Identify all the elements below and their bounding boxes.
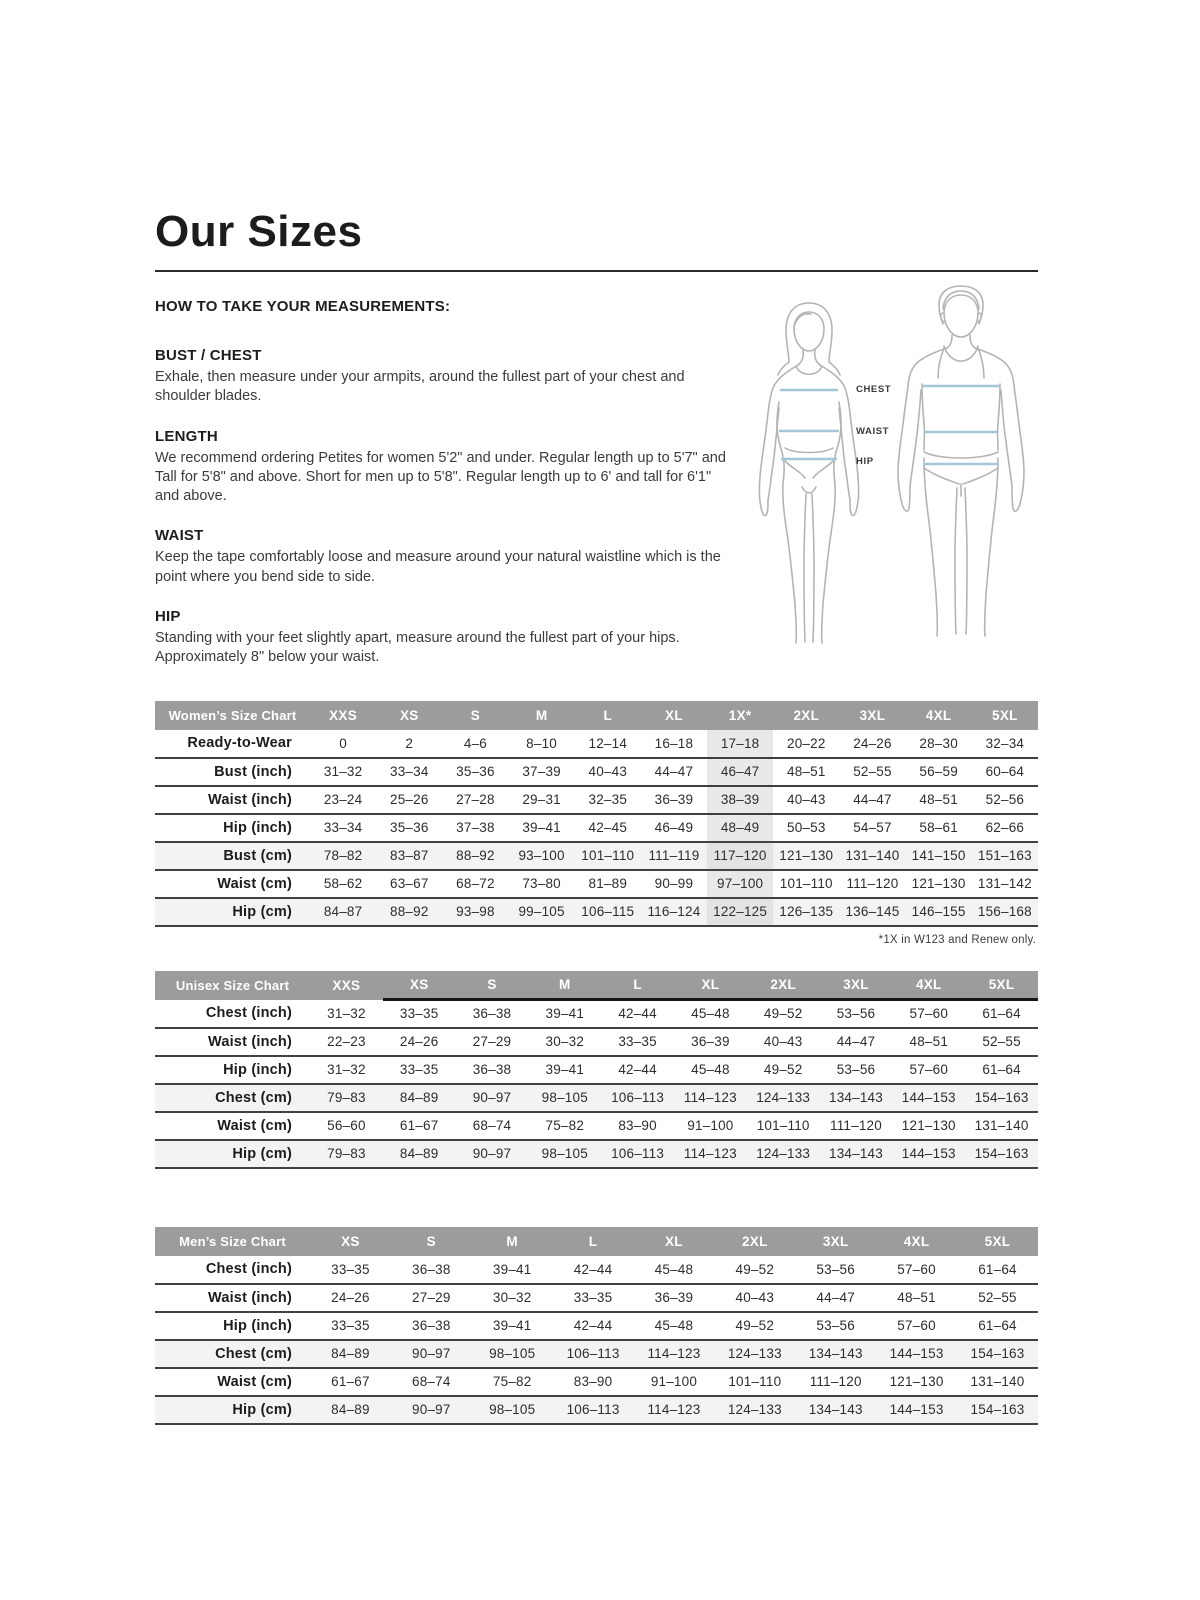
- size-cell: 4–6: [442, 730, 508, 758]
- size-cell: 44–47: [641, 758, 707, 786]
- size-cell: 93–98: [442, 898, 508, 926]
- table-row: [155, 730, 1038, 758]
- size-cell: 116–124: [641, 898, 707, 926]
- size-column-header: L: [553, 1227, 634, 1256]
- size-cell: 83–87: [376, 842, 442, 870]
- unisex-size-chart-section: [155, 971, 1038, 1169]
- size-cell: 124–133: [747, 1084, 820, 1112]
- row-label: Chest (inch): [155, 1000, 310, 1028]
- size-cell: 91–100: [634, 1368, 715, 1396]
- table-row: [155, 1340, 1038, 1368]
- size-cell: 114–123: [634, 1340, 715, 1368]
- table-row: [155, 1112, 1038, 1140]
- section-title: LENGTH: [155, 427, 218, 445]
- howto-heading: HOW TO TAKE YOUR MEASUREMENTS:: [155, 298, 451, 315]
- table-row: [155, 870, 1038, 898]
- section-body: We recommend ordering Petites for women 5'2" and under. Regular length up to 5'7" and Tall for 5'8" and above. Short for men up to 5'8". Regular length up to 6' and tall for 6'1" and above.: [155, 449, 726, 505]
- size-cell: 111–120: [795, 1368, 876, 1396]
- size-cell: 53–56: [795, 1256, 876, 1284]
- size-cell: 28–30: [906, 730, 972, 758]
- size-cell: 126–135: [773, 898, 839, 926]
- size-cell: 46–47: [707, 758, 773, 786]
- size-cell: 134–143: [795, 1396, 876, 1424]
- size-cell: 75–82: [472, 1368, 553, 1396]
- waist-measure-label: WAIST: [856, 426, 890, 437]
- size-cell: 31–32: [310, 1056, 383, 1084]
- size-cell: 45–48: [634, 1312, 715, 1340]
- size-cell: 144–153: [876, 1396, 957, 1424]
- size-cell: 79–83: [310, 1140, 383, 1168]
- size-cell: 90–97: [456, 1140, 529, 1168]
- table-row: [155, 1368, 1038, 1396]
- size-cell: 44–47: [839, 786, 905, 814]
- size-cell: 124–133: [714, 1396, 795, 1424]
- size-cell: 78–82: [310, 842, 376, 870]
- section-body: Standing with your feet slightly apart, measure around the fullest part of your hips. Approximately 8" below your waist.: [155, 629, 680, 666]
- size-cell: 136–145: [839, 898, 905, 926]
- size-cell: 31–32: [310, 1000, 383, 1028]
- size-column-header: XS: [376, 701, 442, 730]
- section-bust-chest: [155, 347, 733, 407]
- table-title: Men’s Size Chart: [155, 1227, 310, 1256]
- size-cell: 61–64: [957, 1312, 1038, 1340]
- size-cell: 49–52: [747, 1056, 820, 1084]
- size-cell: 84–89: [383, 1084, 456, 1112]
- size-cell: 39–41: [472, 1256, 553, 1284]
- size-cell: 61–67: [310, 1368, 391, 1396]
- size-cell: 52–55: [839, 758, 905, 786]
- title-divider: [155, 270, 1038, 272]
- size-cell: 106–113: [601, 1084, 674, 1112]
- table-row: [155, 1084, 1038, 1112]
- size-cell: 101–110: [714, 1368, 795, 1396]
- size-cell: 49–52: [747, 1000, 820, 1028]
- size-column-header: L: [575, 701, 641, 730]
- size-cell: 151–163: [972, 842, 1038, 870]
- size-column-header: 3XL: [820, 971, 893, 1000]
- size-cell: 124–133: [714, 1340, 795, 1368]
- size-cell: 131–140: [957, 1368, 1038, 1396]
- size-column-header: S: [391, 1227, 472, 1256]
- size-cell: 154–163: [965, 1140, 1038, 1168]
- header-row: [155, 971, 1038, 1000]
- section-body: Exhale, then measure under your armpits, around the fullest part of your chest and shoulder blades.: [155, 369, 685, 405]
- table-title: Unisex Size Chart: [155, 971, 310, 1000]
- size-cell: 114–123: [674, 1140, 747, 1168]
- size-column-header: XS: [383, 971, 456, 1000]
- size-cell: 61–67: [383, 1112, 456, 1140]
- size-cell: 68–74: [456, 1112, 529, 1140]
- size-cell: 106–113: [553, 1340, 634, 1368]
- size-cell: 73–80: [509, 870, 575, 898]
- size-column-header: L: [601, 971, 674, 1000]
- row-label: Chest (cm): [155, 1340, 310, 1368]
- size-cell: 134–143: [795, 1340, 876, 1368]
- size-cell: 16–18: [641, 730, 707, 758]
- mens-size-chart-section: [155, 1227, 1038, 1425]
- size-cell: 56–60: [310, 1112, 383, 1140]
- table-row: [155, 758, 1038, 786]
- section-length: [155, 428, 733, 507]
- table-row: [155, 786, 1038, 814]
- table-row: [155, 1000, 1038, 1028]
- size-cell: 121–130: [773, 842, 839, 870]
- size-cell: 54–57: [839, 814, 905, 842]
- size-cell: 62–66: [972, 814, 1038, 842]
- measurement-instructions: [155, 298, 733, 689]
- row-label: Waist (inch): [155, 1284, 310, 1312]
- size-cell: 36–38: [391, 1312, 472, 1340]
- size-column-header: 5XL: [965, 971, 1038, 1000]
- size-cell: 48–49: [707, 814, 773, 842]
- size-cell: 106–115: [575, 898, 641, 926]
- table-row: [155, 842, 1038, 870]
- size-cell: 29–31: [509, 786, 575, 814]
- size-cell: 88–92: [442, 842, 508, 870]
- size-cell: 39–41: [472, 1312, 553, 1340]
- size-cell: 40–43: [773, 786, 839, 814]
- size-cell: 121–130: [906, 870, 972, 898]
- size-cell: 38–39: [707, 786, 773, 814]
- size-cell: 52–55: [957, 1284, 1038, 1312]
- size-cell: 30–32: [528, 1028, 601, 1056]
- size-cell: 57–60: [876, 1256, 957, 1284]
- size-column-header: 2XL: [714, 1227, 795, 1256]
- size-cell: 84–87: [310, 898, 376, 926]
- header-row: [155, 1227, 1038, 1256]
- size-cell: 154–163: [957, 1396, 1038, 1424]
- size-cell: 24–26: [839, 730, 905, 758]
- size-cell: 48–51: [876, 1284, 957, 1312]
- size-cell: 156–168: [972, 898, 1038, 926]
- size-cell: 42–44: [553, 1312, 634, 1340]
- size-cell: 83–90: [601, 1112, 674, 1140]
- size-cell: 49–52: [714, 1256, 795, 1284]
- size-cell: 33–34: [310, 814, 376, 842]
- female-figure-illustration: [742, 298, 876, 648]
- size-cell: 111–120: [820, 1112, 893, 1140]
- size-cell: 61–64: [965, 1056, 1038, 1084]
- size-cell: 134–143: [820, 1140, 893, 1168]
- size-cell: 44–47: [820, 1028, 893, 1056]
- size-cell: 45–48: [674, 1056, 747, 1084]
- row-label: Chest (inch): [155, 1256, 310, 1284]
- section-title: BUST / CHEST: [155, 347, 262, 364]
- header-row: [155, 701, 1038, 730]
- intro-section: [155, 298, 1038, 689]
- row-label: Hip (inch): [155, 1312, 310, 1340]
- size-cell: 144–153: [876, 1340, 957, 1368]
- size-cell: 36–39: [641, 786, 707, 814]
- size-column-header: 3XL: [795, 1227, 876, 1256]
- size-cell: 75–82: [528, 1112, 601, 1140]
- size-cell: 33–35: [383, 1000, 456, 1028]
- size-cell: 90–97: [391, 1396, 472, 1424]
- size-cell: 2: [376, 730, 442, 758]
- size-cell: 131–142: [972, 870, 1038, 898]
- size-cell: 56–59: [906, 758, 972, 786]
- size-cell: 63–67: [376, 870, 442, 898]
- unisex-size-chart-table: [155, 971, 1038, 1169]
- size-cell: 30–32: [472, 1284, 553, 1312]
- size-cell: 24–26: [310, 1284, 391, 1312]
- section-hip: [155, 608, 733, 668]
- size-cell: 111–119: [641, 842, 707, 870]
- womens-chart-footnote: *1X in W123 and Renew only.: [878, 933, 1036, 946]
- size-cell: 48–51: [892, 1028, 965, 1056]
- size-cell: 36–39: [634, 1284, 715, 1312]
- size-cell: 27–28: [442, 786, 508, 814]
- size-cell: 79–83: [310, 1084, 383, 1112]
- size-column-header: 4XL: [906, 701, 972, 730]
- size-cell: 84–89: [310, 1340, 391, 1368]
- size-column-header: S: [442, 701, 508, 730]
- size-cell: 20–22: [773, 730, 839, 758]
- size-cell: 83–90: [553, 1368, 634, 1396]
- size-cell: 17–18: [707, 730, 773, 758]
- size-cell: 98–105: [472, 1340, 553, 1368]
- row-label: Hip (cm): [155, 1140, 310, 1168]
- size-cell: 37–38: [442, 814, 508, 842]
- size-cell: 39–41: [528, 1000, 601, 1028]
- size-column-header: 1X*: [707, 701, 773, 730]
- size-cell: 33–35: [383, 1056, 456, 1084]
- size-cell: 53–56: [820, 1056, 893, 1084]
- male-figure-illustration: [884, 282, 1038, 644]
- size-cell: 101–110: [773, 870, 839, 898]
- section-body: Keep the tape comfortably loose and measure around your natural waistline which is the point where you bend side to side.: [155, 549, 721, 585]
- size-cell: 114–123: [674, 1084, 747, 1112]
- size-cell: 42–44: [601, 1000, 674, 1028]
- size-cell: 33–34: [376, 758, 442, 786]
- size-cell: 154–163: [965, 1084, 1038, 1112]
- size-cell: 32–34: [972, 730, 1038, 758]
- row-label: Bust (inch): [155, 758, 310, 786]
- size-cell: 121–130: [876, 1368, 957, 1396]
- row-label: Hip (inch): [155, 1056, 310, 1084]
- size-column-header: XXS: [310, 971, 383, 1000]
- size-column-header: XL: [674, 971, 747, 1000]
- row-label: Chest (cm): [155, 1084, 310, 1112]
- size-column-header: M: [472, 1227, 553, 1256]
- size-cell: 32–35: [575, 786, 641, 814]
- size-cell: 27–29: [391, 1284, 472, 1312]
- size-cell: 114–123: [634, 1396, 715, 1424]
- table-row: [155, 814, 1038, 842]
- size-cell: 117–120: [707, 842, 773, 870]
- size-cell: 0: [310, 730, 376, 758]
- size-cell: 53–56: [795, 1312, 876, 1340]
- size-cell: 144–153: [892, 1140, 965, 1168]
- size-cell: 36–38: [456, 1000, 529, 1028]
- table-row: [155, 1140, 1038, 1168]
- table-row: [155, 898, 1038, 926]
- size-cell: 84–89: [310, 1396, 391, 1424]
- size-cell: 90–99: [641, 870, 707, 898]
- size-cell: 81–89: [575, 870, 641, 898]
- size-cell: 53–56: [820, 1000, 893, 1028]
- size-cell: 42–44: [553, 1256, 634, 1284]
- size-cell: 22–23: [310, 1028, 383, 1056]
- size-cell: 61–64: [965, 1000, 1038, 1028]
- size-cell: 48–51: [773, 758, 839, 786]
- size-cell: 36–39: [674, 1028, 747, 1056]
- size-cell: 36–38: [456, 1056, 529, 1084]
- page-title: Our Sizes: [155, 207, 363, 256]
- size-cell: 31–32: [310, 758, 376, 786]
- size-cell: 131–140: [965, 1112, 1038, 1140]
- size-cell: 44–47: [795, 1284, 876, 1312]
- size-cell: 141–150: [906, 842, 972, 870]
- size-cell: 101–110: [747, 1112, 820, 1140]
- table-row: [155, 1056, 1038, 1084]
- size-column-header: XS: [310, 1227, 391, 1256]
- table-row: [155, 1312, 1038, 1340]
- size-cell: 35–36: [376, 814, 442, 842]
- size-column-header: 2XL: [747, 971, 820, 1000]
- row-label: Waist (cm): [155, 1368, 310, 1396]
- row-label: Hip (inch): [155, 814, 310, 842]
- size-cell: 90–97: [391, 1340, 472, 1368]
- size-column-header: 5XL: [972, 701, 1038, 730]
- size-cell: 60–64: [972, 758, 1038, 786]
- mens-size-chart-table: [155, 1227, 1038, 1425]
- section-title: WAIST: [155, 527, 204, 545]
- size-cell: 40–43: [747, 1028, 820, 1056]
- size-cell: 68–72: [442, 870, 508, 898]
- size-cell: 91–100: [674, 1112, 747, 1140]
- size-cell: 48–51: [906, 786, 972, 814]
- size-cell: 37–39: [509, 758, 575, 786]
- size-cell: 98–105: [472, 1396, 553, 1424]
- size-column-header: S: [456, 971, 529, 1000]
- table-row: [155, 1396, 1038, 1424]
- size-cell: 39–41: [509, 814, 575, 842]
- size-cell: 106–113: [601, 1140, 674, 1168]
- size-column-header: XL: [634, 1227, 715, 1256]
- womens-size-chart-section: [155, 701, 1038, 946]
- table-row: [155, 1284, 1038, 1312]
- row-label: Hip (cm): [155, 898, 310, 926]
- size-cell: 106–113: [553, 1396, 634, 1424]
- size-cell: 52–56: [972, 786, 1038, 814]
- size-column-header: 2XL: [773, 701, 839, 730]
- size-column-header: 4XL: [876, 1227, 957, 1256]
- table-title: Women’s Size Chart: [155, 701, 310, 730]
- size-cell: 61–64: [957, 1256, 1038, 1284]
- size-cell: 98–105: [528, 1140, 601, 1168]
- row-label: Waist (cm): [155, 1112, 310, 1140]
- size-cell: 42–44: [601, 1056, 674, 1084]
- size-cell: 49–52: [714, 1312, 795, 1340]
- size-column-header: XL: [641, 701, 707, 730]
- size-cell: 57–60: [892, 1056, 965, 1084]
- size-cell: 52–55: [965, 1028, 1038, 1056]
- row-label: Waist (cm): [155, 870, 310, 898]
- measurement-figures: [742, 282, 1038, 644]
- size-column-header: XXS: [310, 701, 376, 730]
- size-column-header: M: [509, 701, 575, 730]
- size-cell: 84–89: [383, 1140, 456, 1168]
- section-waist: [155, 527, 733, 587]
- size-cell: 58–62: [310, 870, 376, 898]
- row-label: Ready-to-Wear: [155, 730, 310, 758]
- size-column-header: 4XL: [892, 971, 965, 1000]
- size-cell: 99–105: [509, 898, 575, 926]
- size-cell: 93–100: [509, 842, 575, 870]
- size-cell: 131–140: [839, 842, 905, 870]
- hip-measure-label: HIP: [856, 456, 874, 467]
- size-cell: 36–38: [391, 1256, 472, 1284]
- womens-size-chart-table: [155, 701, 1038, 927]
- table-row: [155, 1028, 1038, 1056]
- size-cell: 33–35: [553, 1284, 634, 1312]
- size-cell: 57–60: [876, 1312, 957, 1340]
- size-column-header: 5XL: [957, 1227, 1038, 1256]
- table-row: [155, 1256, 1038, 1284]
- size-cell: 124–133: [747, 1140, 820, 1168]
- size-cell: 50–53: [773, 814, 839, 842]
- size-cell: 40–43: [575, 758, 641, 786]
- size-cell: 42–45: [575, 814, 641, 842]
- size-cell: 8–10: [509, 730, 575, 758]
- size-cell: 98–105: [528, 1084, 601, 1112]
- size-cell: 27–29: [456, 1028, 529, 1056]
- size-cell: 33–35: [310, 1256, 391, 1284]
- size-cell: 68–74: [391, 1368, 472, 1396]
- size-cell: 144–153: [892, 1084, 965, 1112]
- size-cell: 24–26: [383, 1028, 456, 1056]
- section-title: HIP: [155, 607, 181, 625]
- size-cell: 101–110: [575, 842, 641, 870]
- size-cell: 57–60: [892, 1000, 965, 1028]
- row-label: Hip (cm): [155, 1396, 310, 1424]
- size-cell: 146–155: [906, 898, 972, 926]
- size-cell: 23–24: [310, 786, 376, 814]
- size-column-header: M: [528, 971, 601, 1000]
- size-cell: 154–163: [957, 1340, 1038, 1368]
- size-cell: 12–14: [575, 730, 641, 758]
- chest-measure-label: CHEST: [856, 384, 892, 395]
- size-cell: 39–41: [528, 1056, 601, 1084]
- size-cell: 45–48: [674, 1000, 747, 1028]
- size-cell: 33–35: [601, 1028, 674, 1056]
- size-cell: 40–43: [714, 1284, 795, 1312]
- row-label: Waist (inch): [155, 786, 310, 814]
- size-cell: 35–36: [442, 758, 508, 786]
- size-cell: 33–35: [310, 1312, 391, 1340]
- row-label: Waist (inch): [155, 1028, 310, 1056]
- size-cell: 46–49: [641, 814, 707, 842]
- size-cell: 134–143: [820, 1084, 893, 1112]
- size-cell: 58–61: [906, 814, 972, 842]
- size-cell: 90–97: [456, 1084, 529, 1112]
- size-column-header: 3XL: [839, 701, 905, 730]
- size-cell: 111–120: [839, 870, 905, 898]
- size-cell: 122–125: [707, 898, 773, 926]
- size-cell: 97–100: [707, 870, 773, 898]
- row-label: Bust (cm): [155, 842, 310, 870]
- size-cell: 88–92: [376, 898, 442, 926]
- size-cell: 25–26: [376, 786, 442, 814]
- size-cell: 45–48: [634, 1256, 715, 1284]
- size-cell: 121–130: [892, 1112, 965, 1140]
